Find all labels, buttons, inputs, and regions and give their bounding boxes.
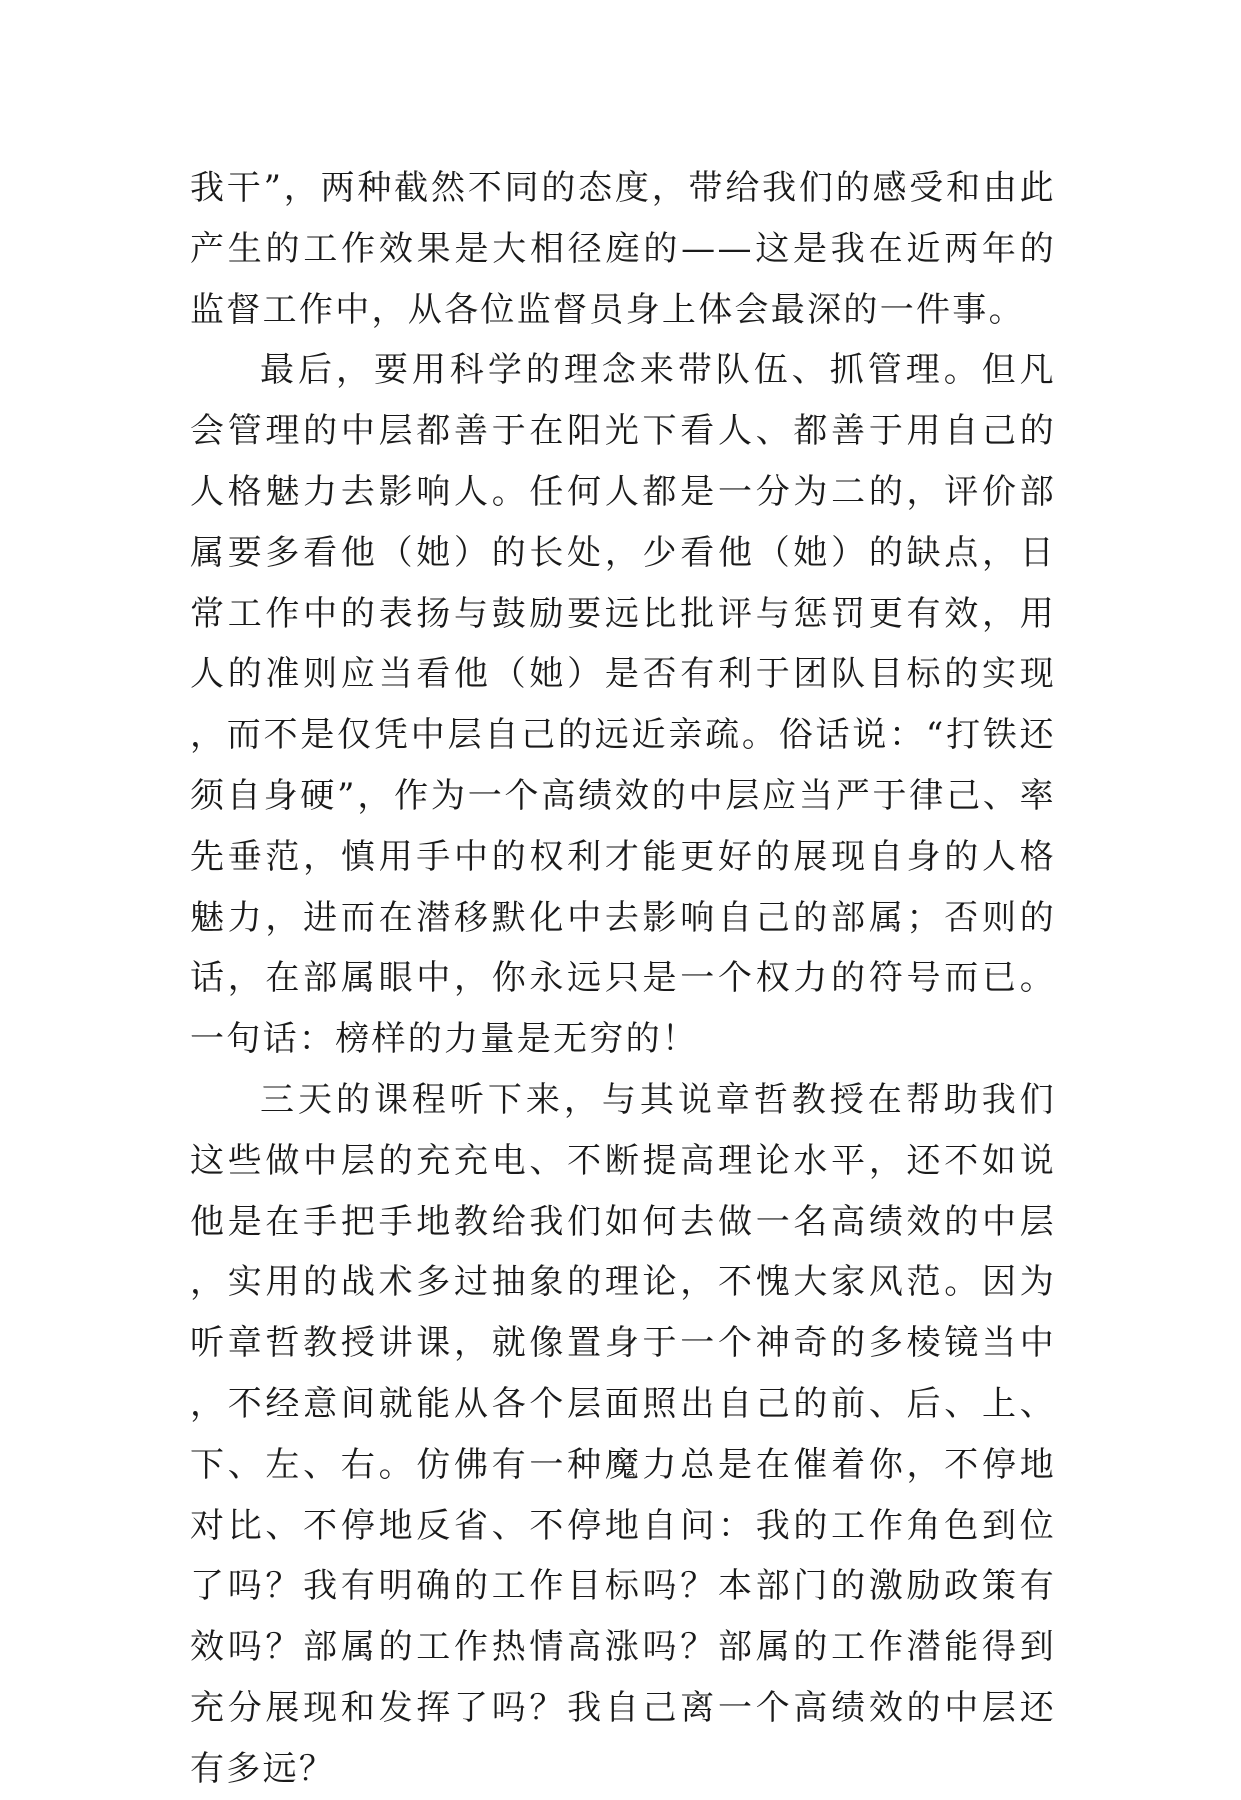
paragraph-3: 三天的课程听下来，与其说章哲教授在帮助我们这些做中层的充充电、不断提高理论水平，还不如说他是在手把手地教给我们如何去做一名高绩效的中层，实用的战术多过抽象的理论，不愧大家风范。因为听章哲教授讲课，就像置身于一个神奇的多棱镜当中，不经意间就能从各个层面照出自己的前、后、上、下、左、右。仿佛有一种魔力总是在催着你，不停地对比、不停地反省、不停地自问：我的工作角色到位了吗？我有明确的工作目标吗？本部门的激励政策有效吗？部属的工作热情高涨吗？部属的工作潜能得到充分展现和发挥了吗？我自己离一个高绩效的中层还有多远？ — [190, 1079, 1056, 1789]
document-body — [190, 158, 1056, 1800]
paragraph-1: 我干”，两种截然不同的态度，带给我们的感受和由此产生的工作效果是大相径庭的——这是我在近两年的监督工作中，从各位监督员身上体会最深的一件事。 — [190, 168, 1056, 330]
paragraph-2: 最后，要用科学的理念来带队伍、抓管理。但凡会管理的中层都善于在阳光下看人、都善于用自己的人格魅力去影响人。任何人都是一分为二的，评价部属要多看他（她）的长处，少看他（她）的缺点，日常工作中的表扬与鼓励要远比批评与惩罚更有效，用人的准则应当看他（她）是否有利于团队目标的实现，而不是仅凭中层自己的远近亲疏。俗话说：“打铁还须自身硬”，作为一个高绩效的中层应当严于律己、率先垂范，慎用手中的权利才能更好的展现自身的人格魅力，进而在潜移默化中去影响自己的部属；否则的话，在部属眼中，你永远只是一个权力的符号而已。一句话：榜样的力量是无穷的！ — [190, 350, 1056, 1060]
